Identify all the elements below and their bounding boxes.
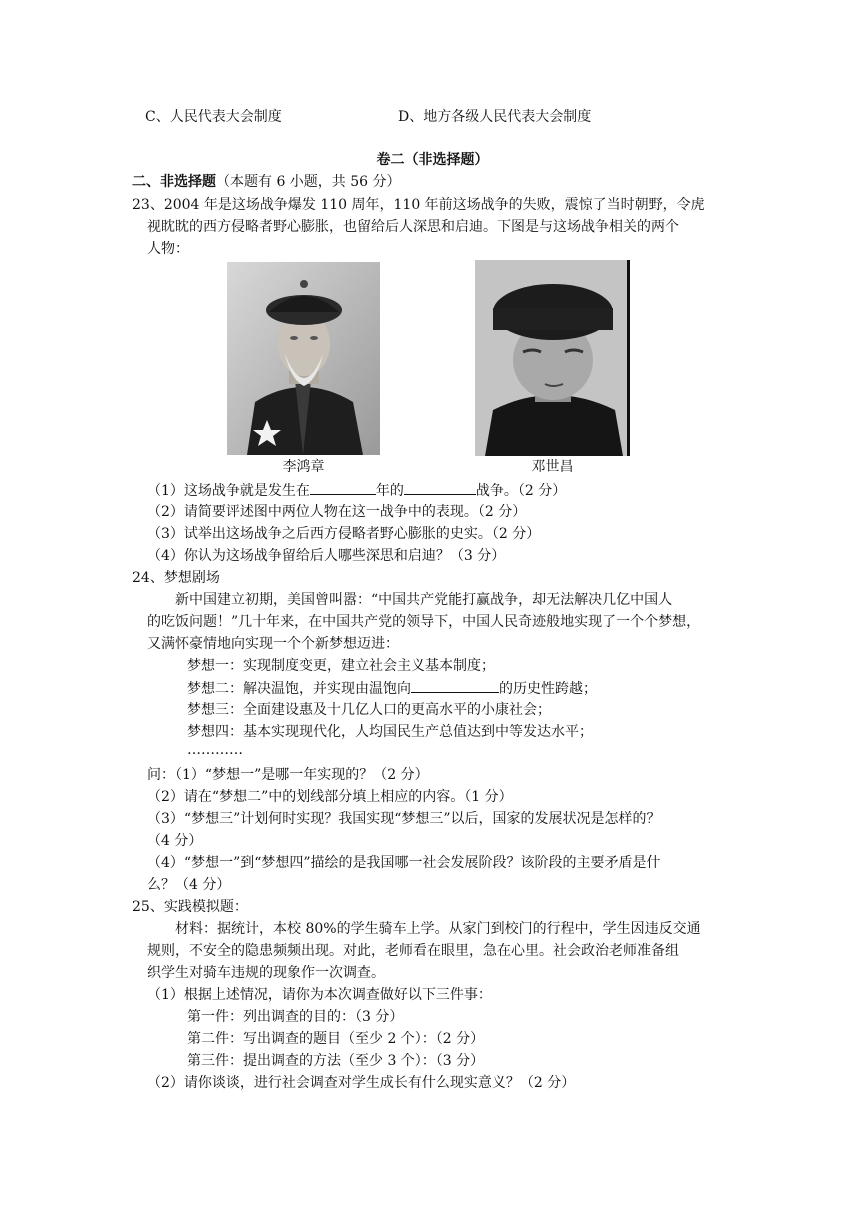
q23-sub-3: （3）试举出这场战争之后西方侵略者野心膨胀的史实。（2 分）	[147, 526, 541, 542]
option-c: C、人民代表大会制度	[145, 109, 282, 125]
q23-sub-1-part-b: 年的	[375, 483, 404, 499]
dream-2-blank[interactable]	[411, 678, 499, 693]
section-heading	[132, 172, 401, 192]
dream-ellipsis: …………	[187, 742, 243, 758]
section-title: 卷二（非选择题）	[376, 152, 489, 168]
caption-deng-shichang: 邓世昌	[531, 459, 574, 475]
year-blank[interactable]	[310, 480, 376, 495]
q25-task-3: 第三件：提出调查的方法（至少 3 个）：（3 分）	[187, 1053, 485, 1069]
q24-ask-3-line-1: （3）“梦想三”计划何时实现？我国实现“梦想三”以后，国家的发展状况是怎样的？	[147, 811, 661, 827]
q23-sub-1	[147, 480, 566, 501]
q23-sub-1-part-a: （1）这场战争就是发生在	[147, 483, 310, 499]
q25-material-line-1: 材料：据统计，本校 80%的学生骑车上学。从家门到校门的行程中，学生因违反交通	[175, 921, 701, 937]
dream-2	[187, 678, 597, 699]
dream-4: 梦想四：基本实现现代化，人均国民生产总值达到中等发达水平；	[187, 724, 593, 740]
dream-3: 梦想三：全面建设惠及十几亿人口的更高水平的小康社会；	[187, 702, 551, 718]
caption-li-hongzhang: 李鸿章	[282, 459, 325, 475]
q24-ask-2: （2）请在“梦想二”中的划线部分填上相应的内容。（1 分）	[147, 789, 513, 805]
dream-2-part-b: 的历史性跨越；	[499, 681, 597, 697]
q25-material-line-2: 规则，不安全的隐患频频出现。对此，老师看在眼里，急在心里。社会政治老师准备组	[147, 943, 679, 959]
q25-material-line-3: 织学生对骑车违规的现象作一次调查。	[147, 965, 385, 981]
q23-intro-line-1: 23、2004 年是这场战争爆发 110 周年，110 年前这场战争的失败，震惊了当时朝野，令虎	[132, 197, 705, 213]
q25-sub-2: （2）请你谈谈，进行社会调查对学生成长有什么现实意义？（2 分）	[147, 1075, 576, 1091]
portrait-li-hongzhang	[227, 262, 380, 455]
q24-para-line-2: 的吃饭问题！”几十年来，在中国共产党的领导下，中国人民奇迹般地实现了一个个梦想，	[147, 614, 701, 630]
section-heading-label: 二、非选择题	[132, 174, 216, 190]
q24-ask-4-line-1: （4）“梦想一”到“梦想四”描绘的是我国哪一社会发展阶段？该阶段的主要矛盾是什	[147, 855, 661, 871]
q25-sub-1: （1）根据上述情况，请你为本次调查做好以下三件事：	[147, 987, 492, 1003]
q24-ask-4-line-2: 么？（4 分）	[147, 877, 231, 893]
q24-ask-3-line-2: （4 分）	[147, 833, 203, 849]
war-name-blank[interactable]	[404, 480, 476, 495]
q23-intro-line-2: 视眈眈的西方侵略者野心膨胀，也留给后人深思和启迪。下图是与这场战争相关的两个	[147, 219, 679, 235]
dream-2-part-a: 梦想二：解决温饱，并实现由温饱向	[187, 681, 411, 697]
section-heading-note: （本题有 6 小题，共 56 分）	[216, 174, 401, 190]
option-d: D、地方各级人民代表大会制度	[398, 109, 592, 125]
q24-ask-1: 问：（1）“梦想一”是哪一年实现的？（2 分）	[147, 767, 429, 783]
q25-task-1: 第一件：列出调查的目的：（3 分）	[187, 1009, 404, 1025]
q24-para-line-1: 新中国建立初期，美国曾叫嚣：“中国共产党能打赢战争，却无法解决几亿中国人	[175, 592, 673, 608]
q25-task-2: 第二件：写出调查的题目（至少 2 个）：（2 分）	[187, 1031, 485, 1047]
dream-1: 梦想一：实现制度变更，建立社会主义基本制度；	[187, 658, 495, 674]
q24-para-line-3: 又满怀豪情地向实现一个个新梦想迈进：	[147, 636, 399, 652]
q23-intro-line-3: 人物：	[147, 241, 189, 257]
q23-sub-2: （2）请简要评述图中两位人物在这一战争中的表现。（2 分）	[147, 504, 527, 520]
q23-sub-1-part-c: 战争。（2 分）	[475, 483, 567, 499]
q24-title: 24、梦想剧场	[132, 570, 220, 586]
q23-sub-4: （4）你认为这场战争留给后人哪些深思和启迪？（3 分）	[147, 548, 506, 564]
q25-title: 25、实践模拟题：	[132, 899, 248, 915]
portrait-deng-shichang	[475, 260, 630, 456]
